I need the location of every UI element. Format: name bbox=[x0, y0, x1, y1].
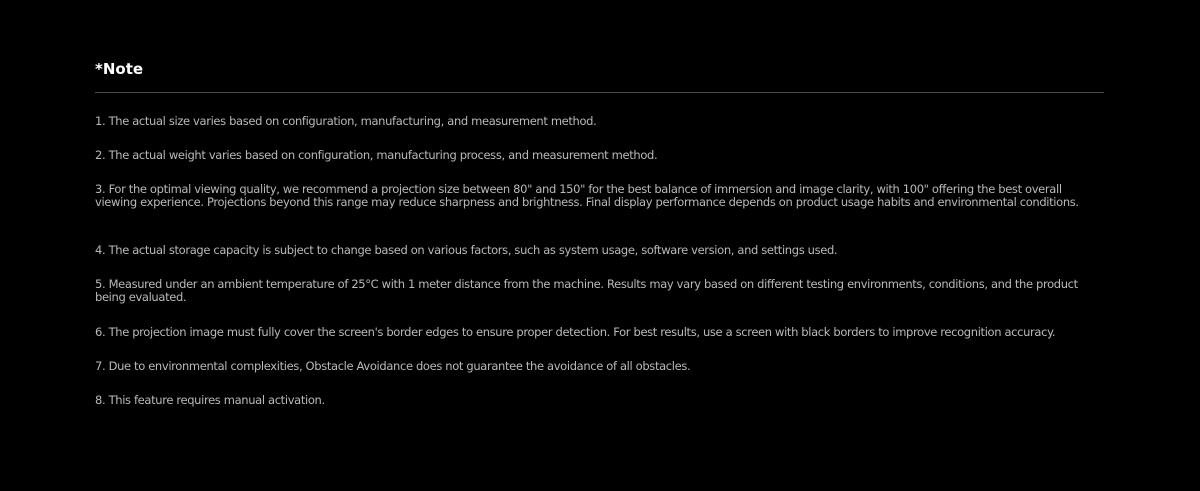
note-item-5: 5. Measured under an ambient temperature of 25°C with 1 meter distance from the machine. Results may vary based on different testing environments, conditions, and the product being evaluated. bbox=[95, 277, 1078, 304]
note-item-3: 3. For the optimal viewing quality, we recommend a projection size between 80" and 150" for the best balance of immersion and image clarity, with 100" offering the best overall viewing experience. Projections beyond this range may reduce sharpness and brightness. Final display performance depends on product usage habits and environmental conditions. bbox=[95, 182, 1079, 209]
note-item-6: 6. The projection image must fully cover the screen's border edges to ensure proper detection. For best results, use a screen with black borders to improve recognition accuracy. bbox=[95, 325, 1056, 339]
note-item-2: 2. The actual weight varies based on configuration, manufacturing process, and measurement method. bbox=[95, 148, 658, 162]
notes-title: *Note bbox=[95, 60, 144, 78]
notes-divider bbox=[95, 92, 1104, 93]
note-item-7: 7. Due to environmental complexities, Obstacle Avoidance does not guarantee the avoidance of all obstacles. bbox=[95, 359, 691, 373]
note-item-1: 1. The actual size varies based on configuration, manufacturing, and measurement method. bbox=[95, 114, 597, 128]
note-item-8: 8. This feature requires manual activation. bbox=[95, 393, 325, 407]
note-item-4: 4. The actual storage capacity is subject to change based on various factors, such as system usage, software version, and settings used. bbox=[95, 243, 838, 257]
